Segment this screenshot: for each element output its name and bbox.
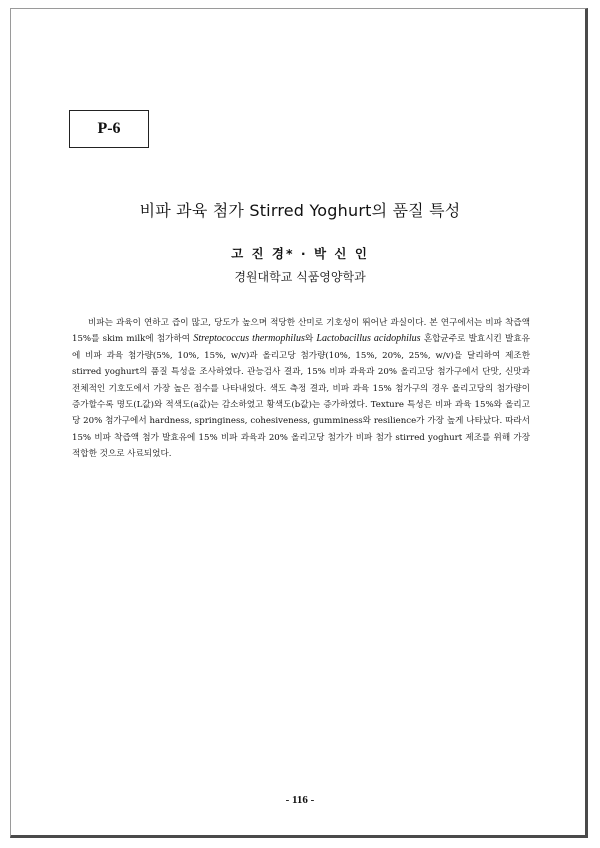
species-name-1: Streptococcus thermophilus <box>193 333 305 345</box>
abstract-text-1: 비파는 과육이 연하고 즙이 많고, 당도가 높으며 적당한 산미로 기호성이 뛰어난 과실이다. 본 연구에서는 비파 착즙액 15%를 skim milk에 첨가하여 <box>72 318 530 345</box>
abstract-text-3: 혼합균주로 발효시킨 발효유에 비파 과육 첨가량(5%, 10%, 15%, w/v)과 올리고당 첨가량(10%, 15%, 20%, 25%, w/v)을 달리하여 제조한 stirred yoghurt의 품질 특성을 조사하였다. 관능검사 결과, 15% 비파 과육과 20% 올리고당 첨가구에서 단맛, 신맛과 전체적인 기호도에서 가장 높은 점수를 나타내었다. 색도 측정 결과, 비파 과육 15% 첨가구의 경우 올리고당의 첨가량이 증가할수록 명도(L값)와 적색도(a값)는 감소하였고 황색도(b값)는 증가하였다. Texture 특성은 비파 과육 15%와 올리고당 20% 첨가구에서 hardness, springiness, cohesiveness, gumminess와 resilience가 가장 높게 나타났다. 따라서 15% 비파 착즙액 첨가 발효유에 15% 비파 과육과 20% 올리고당 첨가가 비파 첨가 stirred yoghurt 제조를 위해 가장 적합한 것으로 사료되었다. <box>72 334 530 460</box>
poster-code: P-6 <box>97 120 121 137</box>
paper-title: 비파 과육 첨가 Stirred Yoghurt의 품질 특성 <box>139 201 461 220</box>
affiliation: 경원대학교 식품영양학과 <box>234 270 366 284</box>
abstract <box>72 315 530 463</box>
species-name-2: Lactobacillus acidophilus <box>316 333 421 345</box>
poster-code-box <box>69 110 149 148</box>
page-number: - 116 - <box>285 794 315 806</box>
authors: 고 진 경* · 박 신 인 <box>231 246 369 261</box>
abstract-text-2: 와 <box>304 334 317 345</box>
